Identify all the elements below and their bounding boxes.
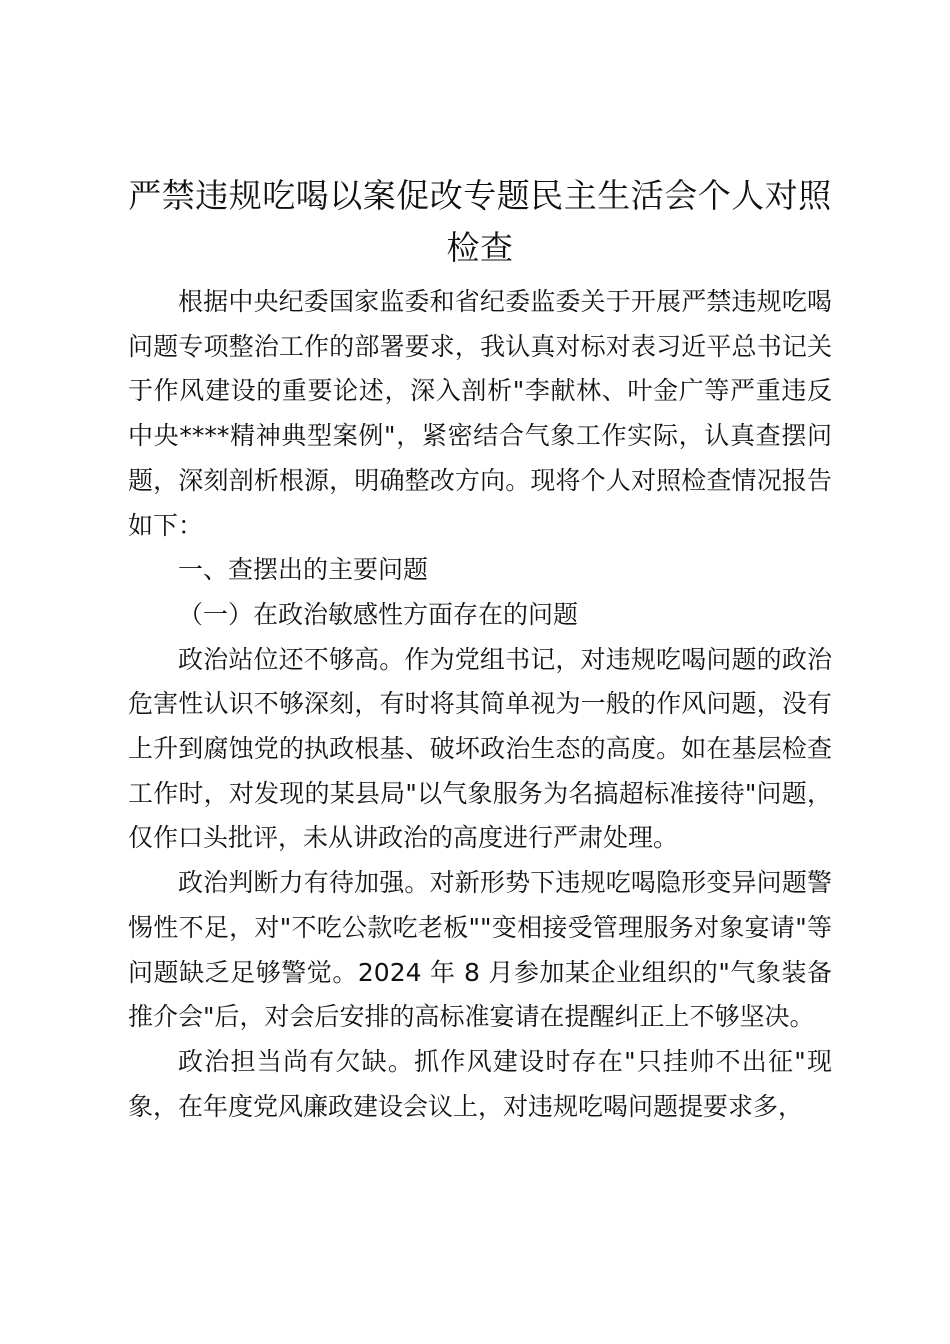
body-paragraph-2: 政治判断力有待加强。对新形势下违规吃喝隐形变异问题警惕性不足，对"不吃公款吃老板""变相接受管理服务对象宴请"等问题缺乏足够警觉。2024 年 8 月参加某企业组织的"气象装备推介会"后，对会后安排的高标准宴请在提醒纠正上不够坚决。 xyxy=(128,868,832,1032)
document-title: 严禁违规吃喝以案促改专题民主生活会个人对照检查 xyxy=(128,176,832,267)
document-body xyxy=(128,170,832,1129)
intro-paragraph: 根据中央纪委国家监委和省纪委监委关于开展严禁违规吃喝问题专项整治工作的部署要求，我认真对标对表习近平总书记关于作风建设的重要论述，深入剖析"李献林、叶金广等严重违反中央****精神典型案例"，紧密结合气象工作实际，认真查摆问题，深刻剖析根源，明确整改方向。现将个人对照检查情况报告如下： xyxy=(128,287,832,540)
section-heading: 一、查摆出的主要问题 xyxy=(178,555,429,585)
subsection-heading: （一）在政治敏感性方面存在的问题 xyxy=(178,599,579,629)
body-paragraph-1: 政治站位还不够高。作为党组书记，对违规吃喝问题的政治危害性认识不够深刻，有时将其简单视为一般的作风问题，没有上升到腐蚀党的执政根基、破坏政治生态的高度。如在基层检查工作时，对发现的某县局"以气象服务为名搞超标准接待"问题，仅作口头批评，未从讲政治的高度进行严肃处理。 xyxy=(128,644,832,853)
body-paragraph-3: 政治担当尚有欠缺。抓作风建设时存在"只挂帅不出征"现象，在年度党风廉政建设会议上，对违规吃喝问题提要求多， xyxy=(128,1046,832,1121)
